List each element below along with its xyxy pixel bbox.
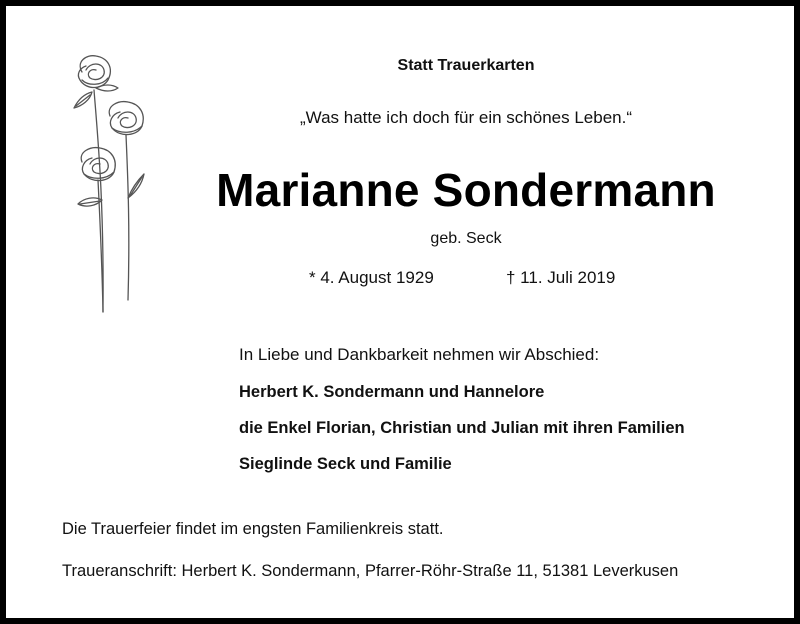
- quote: „Was hatte ich doch für ein schönes Leben.“: [300, 108, 632, 127]
- mourner-line: Sieglinde Seck und Familie: [239, 455, 452, 473]
- heading: Statt Trauerkarten: [397, 57, 535, 74]
- mourner-line: die Enkel Florian, Christian und Julian mit ihren Familien: [239, 419, 685, 437]
- address-line: Traueranschrift: Herbert K. Sondermann, Pfarrer-Röhr-Straße 11, 51381 Leverkusen: [62, 562, 679, 580]
- birth-date: * 4. August 1929: [309, 268, 434, 287]
- mourner-line: Herbert K. Sondermann und Hannelore: [239, 383, 545, 401]
- death-date: † 11. Juli 2019: [506, 268, 616, 287]
- maiden-name: geb. Seck: [430, 230, 502, 247]
- farewell-line: In Liebe und Dankbarkeit nehmen wir Abschied:: [239, 345, 600, 364]
- ceremony-note: Die Trauerfeier findet im engsten Familienkreis statt.: [62, 520, 444, 538]
- deceased-name: Marianne Sondermann: [216, 164, 716, 216]
